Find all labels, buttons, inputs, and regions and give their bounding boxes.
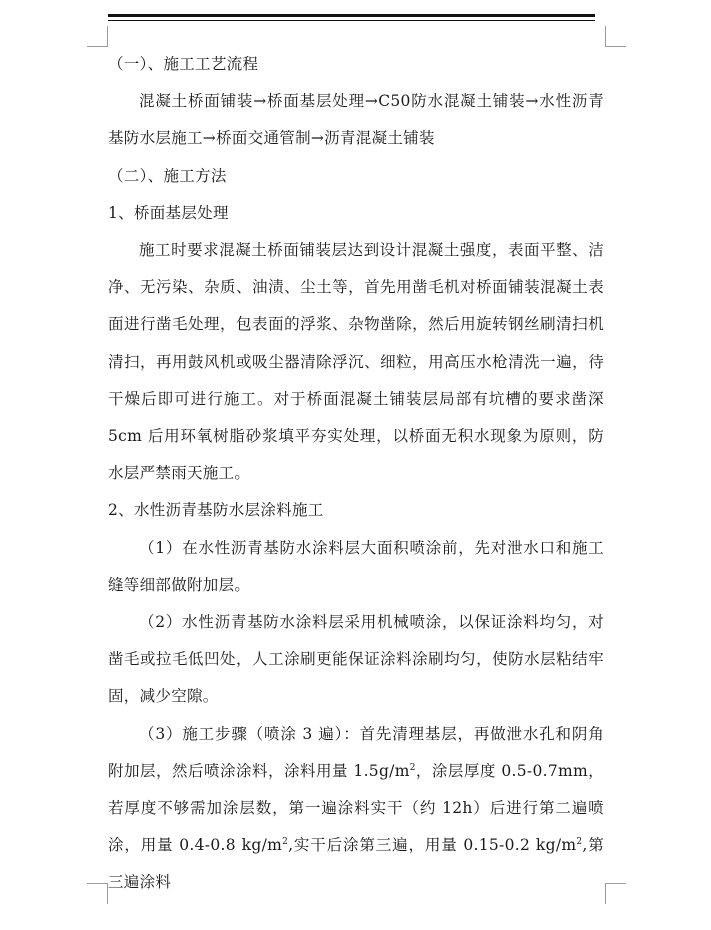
list-item-3-part-c: ,实干后涂第三遍，用量 0.15-0.2 kg/m [288, 836, 577, 855]
crop-mark-bottom-right [605, 883, 626, 904]
subheading-waterproof-coating: 2、水性沥青基防水层涂料施工 [108, 501, 324, 520]
section-heading-1: （一）、施工工艺流程 [108, 55, 259, 73]
list-item-2: （2）水性沥青基防水涂料层采用机械喷涂，以保证涂料均匀，对凿毛或拉毛低凹处，人工涂刷更能保证涂料涂刷均匀，使防水层粘结牢固，减少空隙。 [108, 613, 604, 706]
process-flow-paragraph: 混凝土桥面铺装→桥面基层处理→C50防水混凝土铺装→水性沥青基防水层施工→桥面交通管制→沥青混凝土铺装 [108, 92, 604, 148]
section-heading-2: （二）、施工方法 [108, 166, 227, 185]
superscript-2-b: 2 [282, 837, 289, 848]
header-rule-thick [108, 14, 595, 17]
crop-mark-top-left [87, 26, 108, 47]
subheading-base-treatment: 1、桥面基层处理 [108, 203, 229, 222]
base-treatment-paragraph: 施工时要求混凝土桥面铺装层达到设计混凝土强度，表面平整、洁净、无污染、杂质、油渍、尘土等，首先用凿毛机对桥面铺装混凝土表面进行凿毛处理，包表面的浮浆、杂物凿除，然后用旋转钢丝刷清扫机清扫，再用鼓风机或吸尘器清除浮沉、细粒，用高压水枪清洗一遍，待干燥后即可进行施工。对于桥面混凝土铺装层局部有坑槽的要求凿深 5cm 后用环氧树脂砂浆填平夯实处理，以桥面无积水现象为原则，防水层严禁雨天施工。 [108, 241, 604, 483]
list-item-3-part-a: （3）施工步骤（喷涂 3 遍）：首先清理基层，再做泄水孔和阴角附加层，然后喷涂涂料，涂料用量 1.5g/m [108, 724, 604, 780]
list-item-3 [108, 716, 604, 902]
crop-mark-top-right [605, 26, 626, 47]
crop-mark-bottom-left [87, 883, 108, 904]
list-item-3-part-b: ，涂层厚度 0.5-0.7mm，若厚度不够需加涂层数，第一遍涂料实干（约 12h）后进行第二遍喷涂，用量 0.4-0.8 kg/m [108, 761, 604, 855]
list-item-3-part-d: ,第三遍涂料 [108, 836, 604, 892]
superscript-2-a: 2 [409, 762, 416, 773]
header-rule-thin [108, 20, 595, 21]
document-body[interactable] [108, 46, 604, 902]
list-item-1: （1）在水性沥青基防水涂料层大面积喷涂前，先对泄水口和施工缝等细部做附加层。 [108, 538, 604, 594]
superscript-2-c: 2 [576, 837, 583, 848]
